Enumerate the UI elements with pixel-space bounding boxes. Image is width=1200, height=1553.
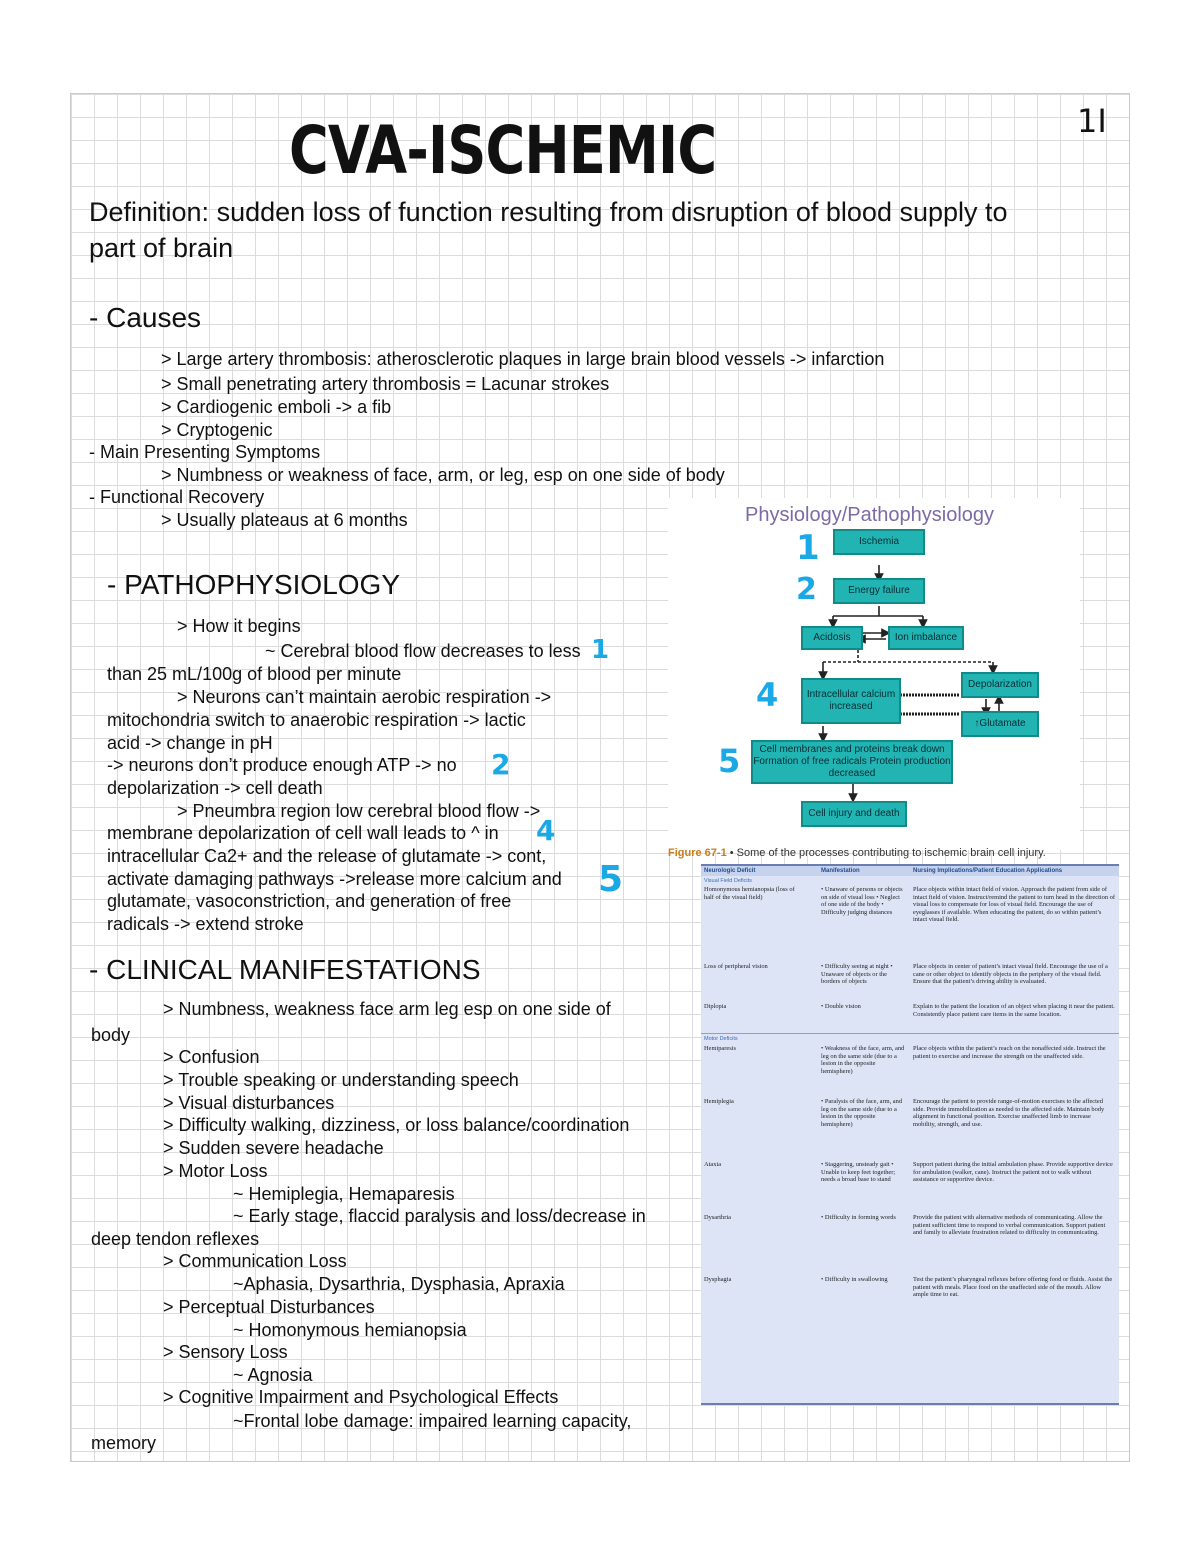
clinical-line: ~Frontal lobe damage: impaired learning capacity, bbox=[233, 1411, 632, 1431]
figure-mark: 2 bbox=[796, 572, 817, 607]
table-divider bbox=[701, 1033, 1119, 1034]
clinical-line: > Sensory Loss bbox=[163, 1342, 288, 1362]
patho-heading: - PATHOPHYSIOLOGY bbox=[107, 569, 401, 600]
causes-heading: - Causes bbox=[89, 302, 202, 333]
table-cell: Diplopia bbox=[704, 1003, 727, 1010]
patho-line: > How it begins bbox=[177, 616, 301, 636]
box-cell-injury: Cell injury and death bbox=[801, 801, 907, 827]
clinical-line: ~ Homonymous hemianopsia bbox=[233, 1320, 467, 1340]
cause-item: > Large artery thrombosis: atherosclerotic plaques in large brain blood vessels -> infarction bbox=[161, 349, 885, 369]
table-cell: Explain to the patient the location of an object when placing it near the patient. Consistently place patient care items in the same location. bbox=[913, 1003, 1115, 1018]
table-cell: Place objects in center of patient’s intact visual field. Encourage the use of a cane or other object to identify objects in the periphery of the visual field. Ensure that the patient’s driving ability is evaluated. bbox=[913, 963, 1108, 986]
table-cell: • Unaware of persons or objects on side of visual loss • Neglect of one side of the body • Difficulty judging distances bbox=[821, 886, 903, 916]
cause-item: > Cardiogenic emboli -> a fib bbox=[161, 397, 392, 417]
margin-mark: 1 bbox=[591, 635, 610, 665]
clinical-line: ~ Agnosia bbox=[233, 1365, 313, 1385]
figure-mark: 5 bbox=[718, 742, 741, 780]
clinical-line: ~Aphasia, Dysarthria, Dysphasia, Apraxia bbox=[233, 1274, 565, 1294]
patho-line: mitochondria switch to anaerobic respiration -> lactic bbox=[107, 710, 526, 730]
page-number: 1I bbox=[1077, 102, 1107, 140]
margin-mark: 4 bbox=[536, 814, 556, 847]
table-cell: • Difficulty in swallowing bbox=[821, 1276, 888, 1283]
table-cell: • Weakness of the face, arm, and leg on the same side (due to a lesion in the opposite hemisphere) bbox=[821, 1045, 905, 1075]
clinical-line: > Difficulty walking, dizziness, or loss balance/coordination bbox=[163, 1115, 630, 1135]
patho-line: membrane depolarization of cell wall leads to ^ in bbox=[107, 823, 499, 843]
table-header-cell: Manifestation bbox=[821, 868, 860, 874]
table-cell: Provide the patient with alternative methods of communicating. Allow the patient sufficient time to respond to verbal communication. Support patient and family to alleviate frustration related to difficulty in communicating. bbox=[913, 1214, 1106, 1237]
table-cell: Support patient during the initial ambulation phase. Provide supportive device for ambulation (walker, cane). Instruct the patient not to walk without assistance or supportive device. bbox=[913, 1161, 1113, 1184]
table-cell: Dysphagia bbox=[704, 1276, 732, 1283]
box-cell-membranes: Cell membranes and proteins break down Formation of free radicals Protein production decreased bbox=[751, 740, 953, 784]
clinical-line: ~ Hemiplegia, Hemaparesis bbox=[233, 1184, 455, 1204]
table-header-cell: Nursing Implications/Patient Education Applications bbox=[913, 868, 1063, 874]
recovery-heading: - Functional Recovery bbox=[89, 487, 265, 507]
table-cell: Loss of peripheral vision bbox=[704, 963, 768, 970]
table-cell: Homonymous hemianopsia (loss of half of the visual field) bbox=[704, 886, 795, 901]
patho-line: ~ Cerebral blood flow decreases to less bbox=[265, 641, 581, 661]
table-cell: Place objects within intact field of vision. Approach the patient from side of intact field of vision. Instruct/remind the patient to turn head in the direction of visual loss to compensate for loss of visual field. Encourage the use of eyeglasses if available. When educating the patient, do so within patient’s intact visual field. bbox=[913, 886, 1115, 924]
table-cell: Dysarthria bbox=[704, 1214, 731, 1221]
table-cell: Test the patient’s pharyngeal reflexes before offering food or fluids. Assist the patient with meals. Place food on the unaffected side of the mouth. Allow ample time to eat. bbox=[913, 1276, 1113, 1299]
definition: Definition: sudden loss of function resulting from disruption of blood supply to part of brain bbox=[89, 197, 1008, 263]
pathophysiology-figure bbox=[668, 498, 1080, 850]
figure-mark: 4 bbox=[756, 676, 779, 714]
patho-line: -> neurons don’t produce enough ATP -> no bbox=[107, 755, 457, 775]
table-cell: Hemiparesis bbox=[704, 1045, 736, 1052]
table-cell: Place objects within the patient’s reach on the nonaffected side. Instruct the patient to exercise and increase the strength on the unaffected side. bbox=[913, 1045, 1106, 1060]
figure-mark: 1 bbox=[796, 528, 820, 568]
table-header-cell: Neurologic Deficit bbox=[704, 868, 756, 874]
clinical-line: > Numbness, weakness face arm leg esp on one side of bbox=[163, 999, 611, 1019]
patho-line: intracellular Ca2+ and the release of glutamate -> cont, bbox=[107, 846, 547, 866]
clinical-line: > Confusion bbox=[163, 1047, 260, 1067]
clinical-line: > Cognitive Impairment and Psychological Effects bbox=[163, 1387, 559, 1407]
box-ion-imbalance: Ion imbalance bbox=[888, 626, 964, 650]
table-cell: • Paralysis of the face, arm, and leg on the same side (due to a lesion in the opposite hemisphere) bbox=[821, 1098, 903, 1128]
notes-page bbox=[70, 93, 1130, 1462]
patho-line: glutamate, vasoconstriction, and generation of free bbox=[107, 891, 512, 911]
box-ischemia: Ischemia bbox=[833, 529, 925, 555]
symptoms-heading: - Main Presenting Symptoms bbox=[89, 442, 321, 462]
clinical-line: body bbox=[91, 1025, 131, 1045]
box-depolarization: Depolarization bbox=[961, 672, 1039, 698]
patho-line: activate damaging pathways ->release more calcium and bbox=[107, 869, 562, 889]
recovery-item: > Usually plateaus at 6 months bbox=[161, 510, 408, 530]
cause-item: > Small penetrating artery thrombosis = Lacunar strokes bbox=[161, 374, 610, 394]
patho-line: radicals -> extend stroke bbox=[107, 914, 304, 934]
table-cell: • Difficulty seeing at night • Unaware of objects or the borders of objects bbox=[821, 963, 893, 986]
table-cell: Ataxia bbox=[704, 1161, 722, 1168]
figure-caption bbox=[668, 847, 1046, 859]
table-cell: • Double vision bbox=[821, 1003, 861, 1010]
clinical-line: deep tendon reflexes bbox=[91, 1229, 260, 1249]
clinical-line: > Trouble speaking or understanding speech bbox=[163, 1070, 519, 1090]
box-intracellular-calcium: Intracellular calcium increased bbox=[801, 678, 901, 724]
caption-text: • Some of the processes contributing to ischemic brain cell injury. bbox=[726, 847, 1046, 859]
patho-line: > Neurons can’t maintain aerobic respiration -> bbox=[177, 687, 552, 707]
clinical-line: memory bbox=[91, 1433, 157, 1453]
box-glutamate: ↑Glutamate bbox=[961, 711, 1039, 737]
patho-line: than 25 mL/100g of blood per minute bbox=[107, 664, 402, 684]
figure-title: Physiology/Pathophysiology bbox=[745, 504, 995, 526]
clinical-line: > Motor Loss bbox=[163, 1161, 268, 1181]
table-cell: • Difficulty in forming words bbox=[821, 1214, 896, 1221]
table-cell: Encourage the patient to provide range-of-motion exercises to the affected side. Provide immobilization as needed to the affected side. Maintain body alignment in functional position. Exercise unaffected limb to increase mobility, strength, and use. bbox=[913, 1098, 1105, 1128]
margin-mark: 2 bbox=[491, 748, 511, 781]
clinical-line: > Communication Loss bbox=[163, 1251, 347, 1271]
caption-label: Figure 67-1 bbox=[668, 847, 727, 859]
patho-line: > Pneumbra region low cerebral blood flow -> bbox=[177, 801, 541, 821]
table-cell: Hemiplegia bbox=[704, 1098, 734, 1105]
symptom-item: > Numbness or weakness of face, arm, or leg, esp on one side of body bbox=[161, 465, 725, 485]
patho-line: acid -> change in pH bbox=[107, 733, 273, 753]
deficits-table bbox=[701, 864, 1119, 1405]
clinical-line: > Visual disturbances bbox=[163, 1093, 335, 1113]
cause-item: > Cryptogenic bbox=[161, 420, 273, 440]
box-acidosis: Acidosis bbox=[801, 626, 863, 650]
box-energy-failure: Energy failure bbox=[833, 578, 925, 604]
clinical-heading: - CLINICAL MANIFESTATIONS bbox=[89, 954, 481, 985]
table-cell: • Staggering, unsteady gait • Unable to keep feet together; needs a broad base to stand bbox=[821, 1161, 896, 1184]
table-group: Motor Deficits bbox=[704, 1036, 738, 1042]
clinical-line: > Perceptual Disturbances bbox=[163, 1297, 375, 1317]
patho-line: depolarization -> cell death bbox=[107, 778, 323, 798]
margin-mark: 5 bbox=[598, 859, 624, 900]
clinical-line: ~ Early stage, flaccid paralysis and loss/decrease in bbox=[233, 1206, 646, 1226]
page-title: CVA-ISCHEMIC bbox=[289, 112, 717, 189]
table-group: Visual Field Deficits bbox=[704, 878, 752, 884]
clinical-line: > Sudden severe headache bbox=[163, 1138, 384, 1158]
